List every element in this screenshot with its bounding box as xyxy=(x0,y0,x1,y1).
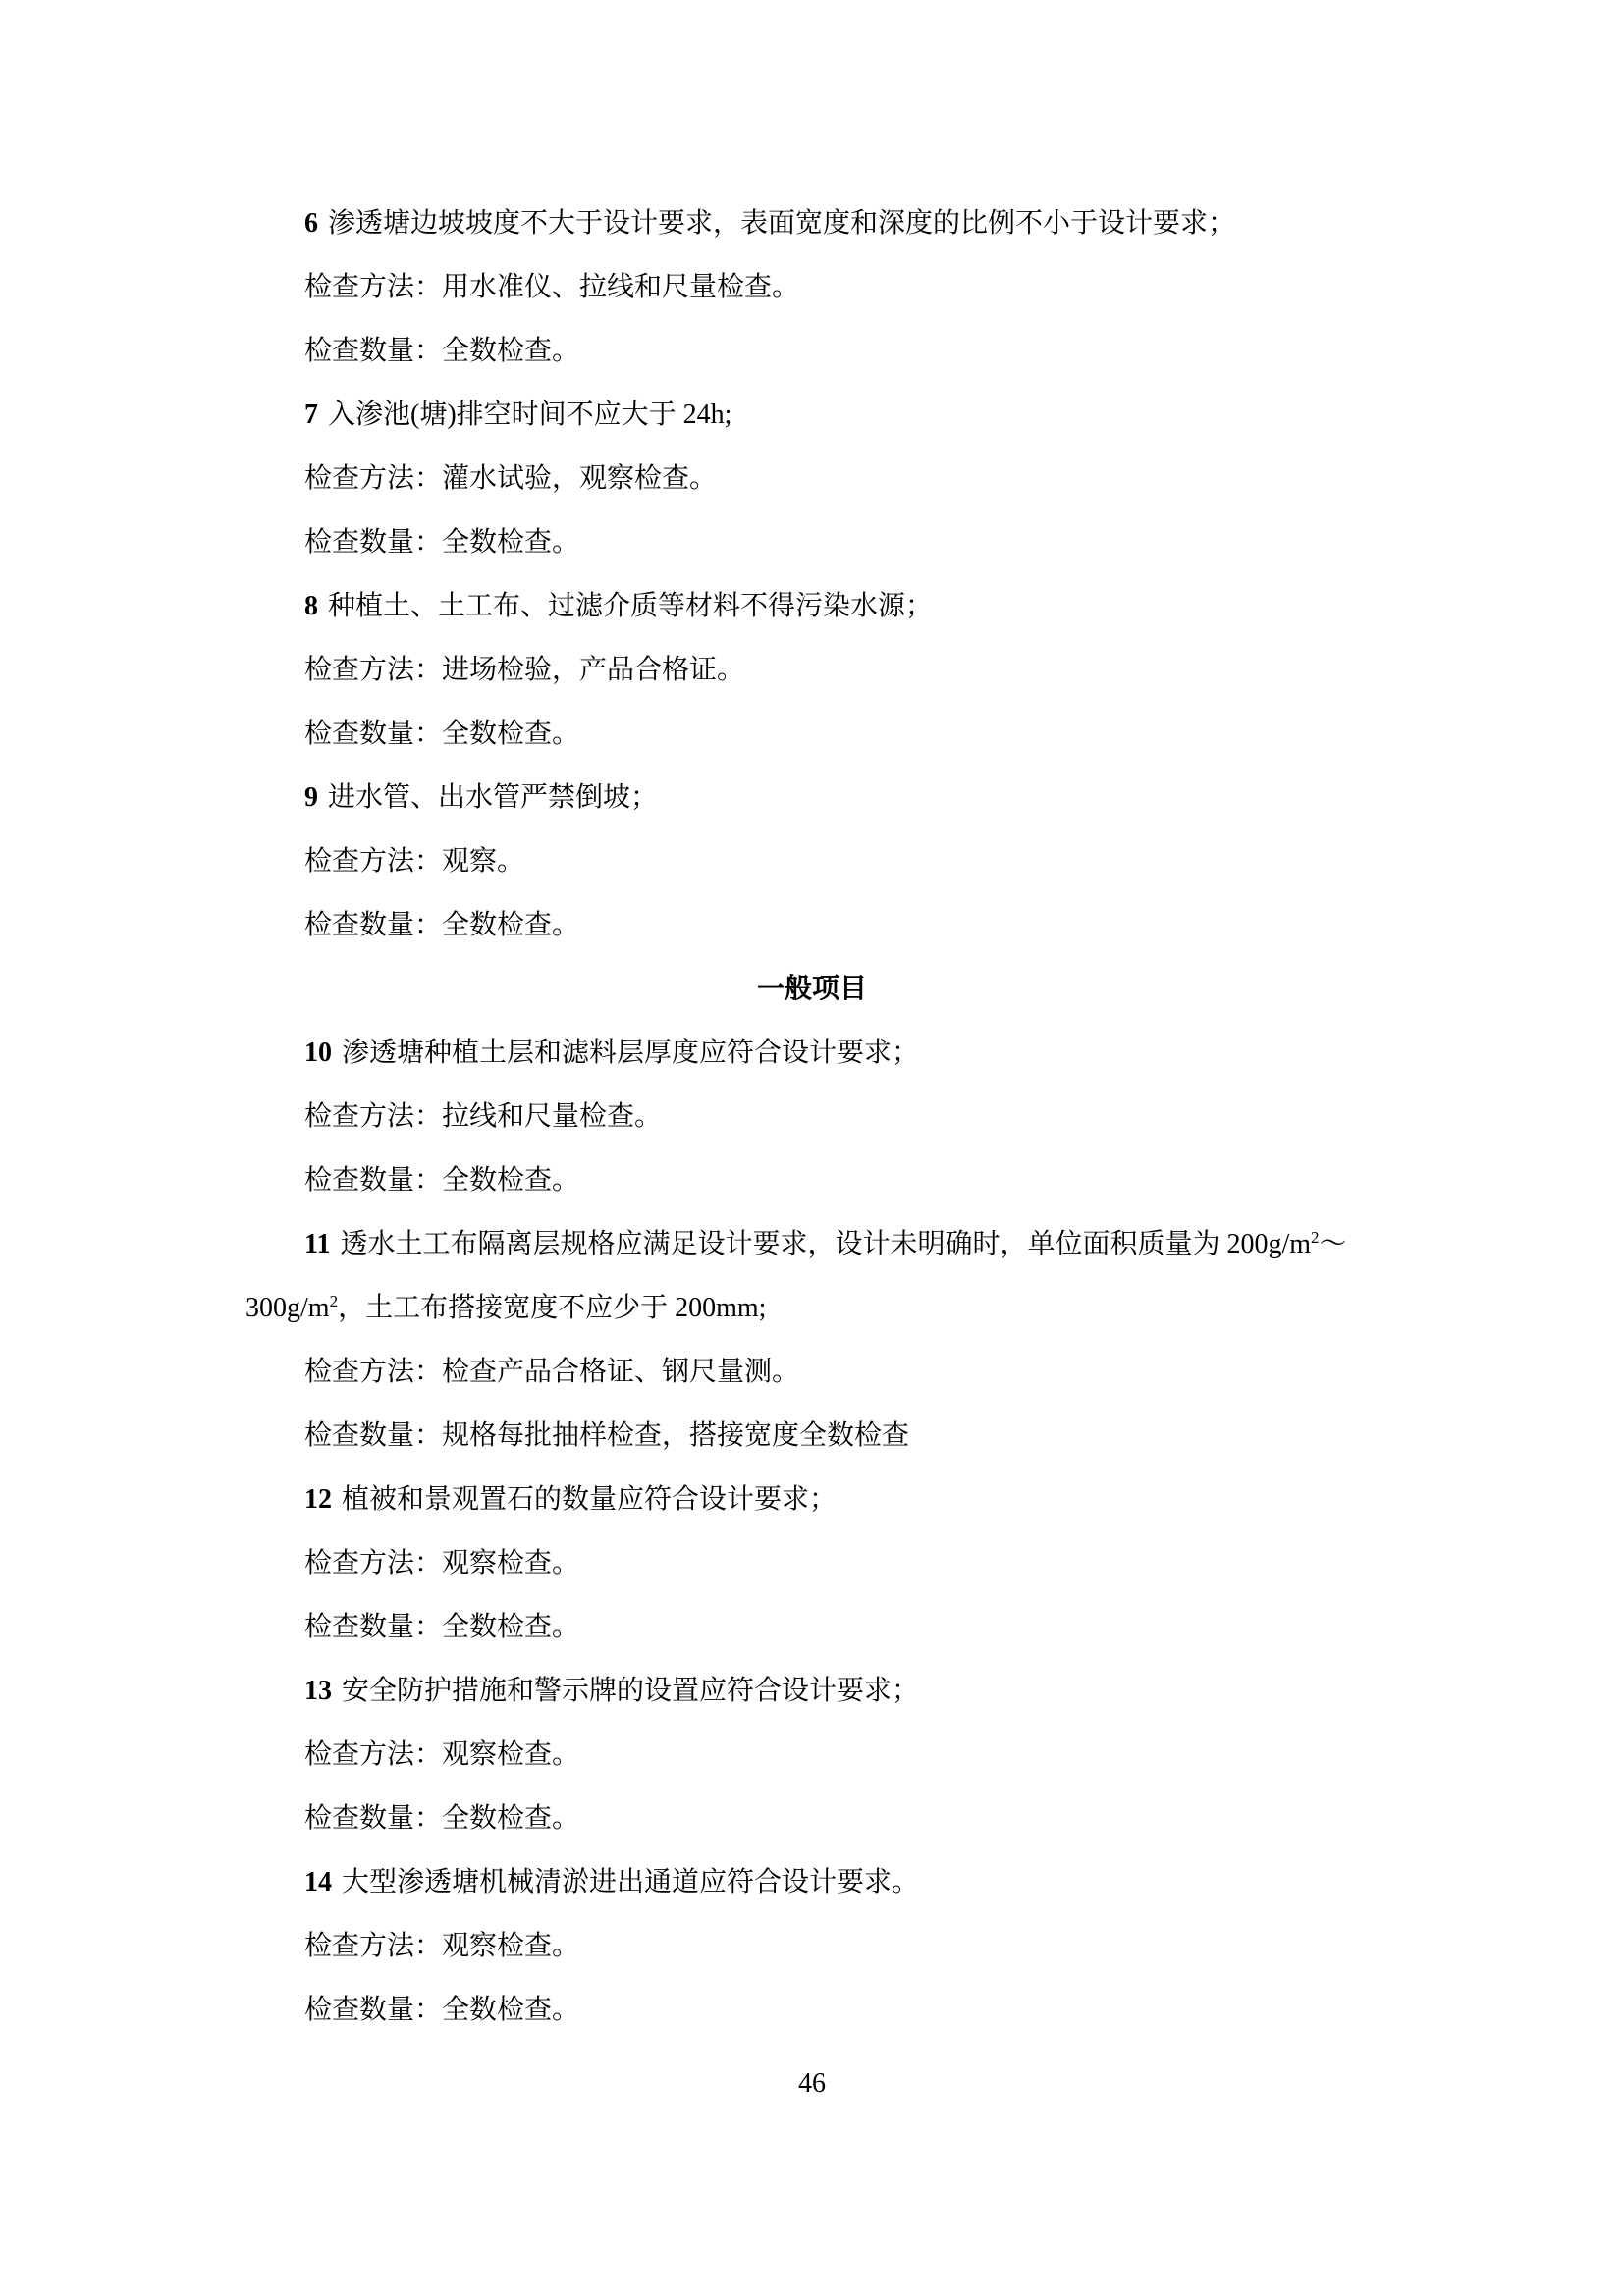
item-11-superscript-2: 2 xyxy=(329,1292,339,1310)
item-12-check-count: 检查数量：全数检查。 xyxy=(304,1612,580,1642)
item-12 xyxy=(245,1468,1379,1531)
item-8-number: 8 xyxy=(304,591,318,621)
document-content xyxy=(245,191,1379,2042)
item-11-line-1 xyxy=(245,1212,1379,1276)
item-7-number: 7 xyxy=(304,400,318,430)
item-8-check-method: 检查方法：进场检验，产品合格证。 xyxy=(304,655,745,685)
item-11-check-count: 检查数量：规格每批抽样检查，搭接宽度全数检查 xyxy=(304,1420,910,1451)
item-8 xyxy=(245,574,1379,638)
item-14-text: 大型渗透塘机械清淤进出通道应符合设计要求。 xyxy=(342,1867,920,1897)
item-10-number: 10 xyxy=(304,1038,332,1068)
item-12-check-method: 检查方法：观察检查。 xyxy=(304,1548,580,1578)
item-12-number: 12 xyxy=(304,1484,332,1515)
item-6 xyxy=(245,191,1379,255)
item-10 xyxy=(245,1021,1379,1085)
item-14 xyxy=(245,1850,1379,1914)
item-7 xyxy=(245,383,1379,447)
page-number: 46 xyxy=(798,2068,826,2099)
item-13-text: 安全防护措施和警示牌的设置应符合设计要求； xyxy=(342,1676,920,1706)
item-14-check-count: 检查数量：全数检查。 xyxy=(304,1995,580,2025)
item-7-check-method: 检查方法：灌水试验，观察检查。 xyxy=(304,463,718,494)
general-items-heading: 一般项目 xyxy=(756,974,867,1004)
item-10-check-method: 检查方法：拉线和尺量检查。 xyxy=(304,1101,663,1132)
item-8-check-count: 检查数量：全数检查。 xyxy=(304,719,580,749)
item-11-text-part-2: ～ xyxy=(1319,1229,1347,1259)
item-13-check-count: 检查数量：全数检查。 xyxy=(304,1803,580,1834)
item-9-text: 进水管、出水管严禁倒坡； xyxy=(328,782,659,813)
item-9-number: 9 xyxy=(304,782,318,813)
item-13-check-method: 检查方法：观察检查。 xyxy=(304,1739,580,1770)
item-13 xyxy=(245,1659,1379,1723)
item-11-text-part-4: ，土工布搭接宽度不应少于 200mm; xyxy=(338,1293,767,1323)
item-7-text: 入渗池(塘)排空时间不应大于 24h; xyxy=(328,400,732,430)
item-8-text: 种植土、土工布、过滤介质等材料不得污染水源； xyxy=(328,591,934,621)
item-9 xyxy=(245,766,1379,829)
item-9-check-count: 检查数量：全数检查。 xyxy=(304,910,580,940)
item-7-check-count: 检查数量：全数检查。 xyxy=(304,527,580,558)
item-11-text-part-3: 300g/m xyxy=(245,1293,330,1323)
item-11-check-method: 检查方法：检查产品合格证、钢尺量测。 xyxy=(304,1357,800,1387)
item-6-check-count: 检查数量：全数检查。 xyxy=(304,336,580,366)
item-6-number: 6 xyxy=(304,208,318,239)
item-11-number: 11 xyxy=(304,1229,331,1259)
item-12-text: 植被和景观置石的数量应符合设计要求； xyxy=(342,1484,838,1515)
item-6-text: 渗透塘边坡坡度不大于设计要求，表面宽度和深度的比例不小于设计要求； xyxy=(328,208,1236,239)
item-14-number: 14 xyxy=(304,1867,332,1897)
item-10-check-count: 检查数量：全数检查。 xyxy=(304,1165,580,1196)
item-13-number: 13 xyxy=(304,1676,332,1706)
item-11-line-2 xyxy=(245,1276,1379,1340)
item-11-text-part-1: 透水土工布隔离层规格应满足设计要求，设计未明确时，单位面积质量为 200g/m xyxy=(340,1229,1312,1259)
item-10-text: 渗透塘种植土层和滤料层厚度应符合设计要求； xyxy=(342,1038,920,1068)
item-14-check-method: 检查方法：观察检查。 xyxy=(304,1931,580,1961)
item-11-superscript-1: 2 xyxy=(1311,1228,1320,1247)
item-9-check-method: 检查方法：观察。 xyxy=(304,846,525,877)
item-6-check-method: 检查方法：用水准仪、拉线和尺量检查。 xyxy=(304,272,800,302)
